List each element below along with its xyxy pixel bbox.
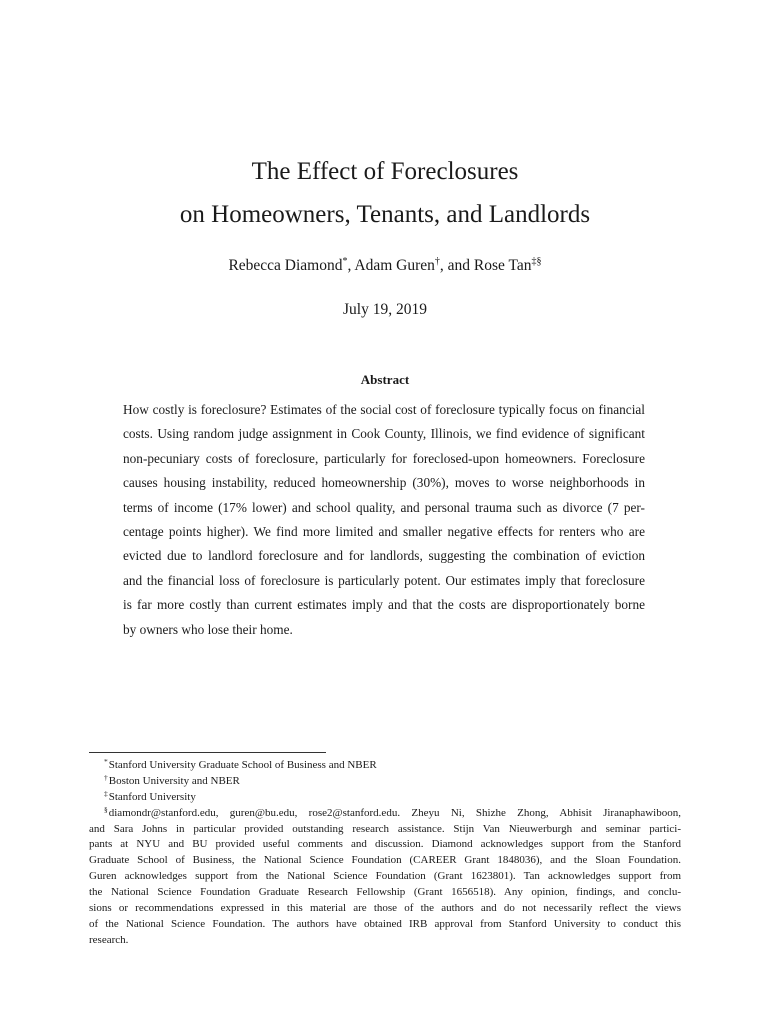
footnote-affiliation <box>89 774 681 790</box>
footnote-acknowledgment-line: and Sara Johns in particular provided outstanding research assistance. Stijn Van Nieuwerburgh and seminar partici- <box>89 822 681 835</box>
footnote-acknowledgment-line: of the National Science Foundation. The authors have obtained IRB approval from Stanford University to conduct this <box>89 917 681 930</box>
paper-title-line-1: The Effect of Foreclosures <box>251 158 519 185</box>
author-name: Adam Guren <box>354 257 435 274</box>
footnote-affiliation <box>89 790 681 806</box>
footnote-text: diamondr@stanford.edu, guren@bu.edu, rose2@stanford.edu. Zheyu Ni, Shizhe Zhong, Abhisit Jiranaphawiboon, <box>108 806 681 819</box>
footnote-text: Boston University and NBER <box>108 774 240 787</box>
footnote-mark: § <box>104 804 108 814</box>
paper-date: July 19, 2019 <box>343 301 427 318</box>
author-footnote-mark: † <box>434 256 440 267</box>
footnotes <box>89 758 681 949</box>
abstract-line: terms of income (17% lower) and school quality, and personal trauma such as divorce (7 per- <box>123 499 645 515</box>
abstract-line: evicted due to landlord foreclosure and for landlords, suggesting the combination of eviction <box>123 548 645 564</box>
author-name: Rebecca Diamond <box>228 257 343 274</box>
abstract-line: by owners who lose their home. <box>123 621 293 637</box>
abstract-line: costs. Using random judge assignment in Cook County, Illinois, we find evidence of significant <box>123 426 645 442</box>
footnote-mark: † <box>104 772 108 782</box>
author-footnote-mark: * <box>342 256 348 267</box>
author-footnote-mark: ‡§ <box>531 256 542 267</box>
abstract-line: and the financial loss of foreclosure is particularly potent. Our estimates imply that foreclosure <box>123 572 645 588</box>
footnote-text: Stanford University <box>108 790 196 803</box>
abstract-line: How costly is foreclosure? Estimates of the social cost of foreclosure typically focus on financial <box>123 402 645 417</box>
paper-title-line-2: on Homeowners, Tenants, and Landlords <box>179 201 591 228</box>
footnote-acknowledgment-line: sions or recommendations expressed in this material are those of the authors and do not necessarily reflect the views <box>89 902 681 915</box>
author-separator: , <box>347 257 355 274</box>
abstract-body <box>123 398 645 642</box>
abstract-heading: Abstract <box>360 372 410 387</box>
author-list <box>0 256 770 278</box>
author-name: Rose Tan <box>473 257 532 274</box>
footnote-text: Stanford University Graduate School of Business and NBER <box>108 759 377 771</box>
footnote-mark: ‡ <box>104 788 108 798</box>
abstract-line: centage points higher). We find more limited and smaller negative effects for renters who are <box>123 523 645 539</box>
footnote-mark: * <box>104 757 108 766</box>
abstract-line: non-pecuniary costs of foreclosure, particularly for foreclosed-upon homeowners. Foreclosure <box>123 450 645 466</box>
abstract-line: is far more costly than current estimates imply and that the costs are disproportionately borne <box>123 597 645 613</box>
abstract-line: causes housing instability, reduced homeownership (30%), moves to worse neighborhoods in <box>123 475 645 491</box>
footnote-divider <box>89 752 326 753</box>
footnote-affiliation <box>89 758 681 774</box>
author-separator: , and <box>439 257 474 274</box>
footnote-acknowledgment-line: the National Science Foundation Graduate Research Fellowship (Grant 1656518). Any opinion, findings, and conclu- <box>89 886 681 899</box>
footnote-acknowledgment-line: Guren acknowledges support from the National Science Foundation (Grant 1623801). Tan acknowledges support from <box>89 870 681 883</box>
footnote-acknowledgment-line <box>89 806 681 822</box>
footnote-acknowledgment-line: research. <box>89 933 129 946</box>
footnote-acknowledgment-line: pants at NYU and BU provided useful comments and discussion. Diamond acknowledges support from the Stanford <box>89 838 681 851</box>
footnote-acknowledgment-line: Graduate School of Business, the National Science Foundation (CAREER Grant 1848036), and the Sloan Foundation. <box>89 854 681 867</box>
